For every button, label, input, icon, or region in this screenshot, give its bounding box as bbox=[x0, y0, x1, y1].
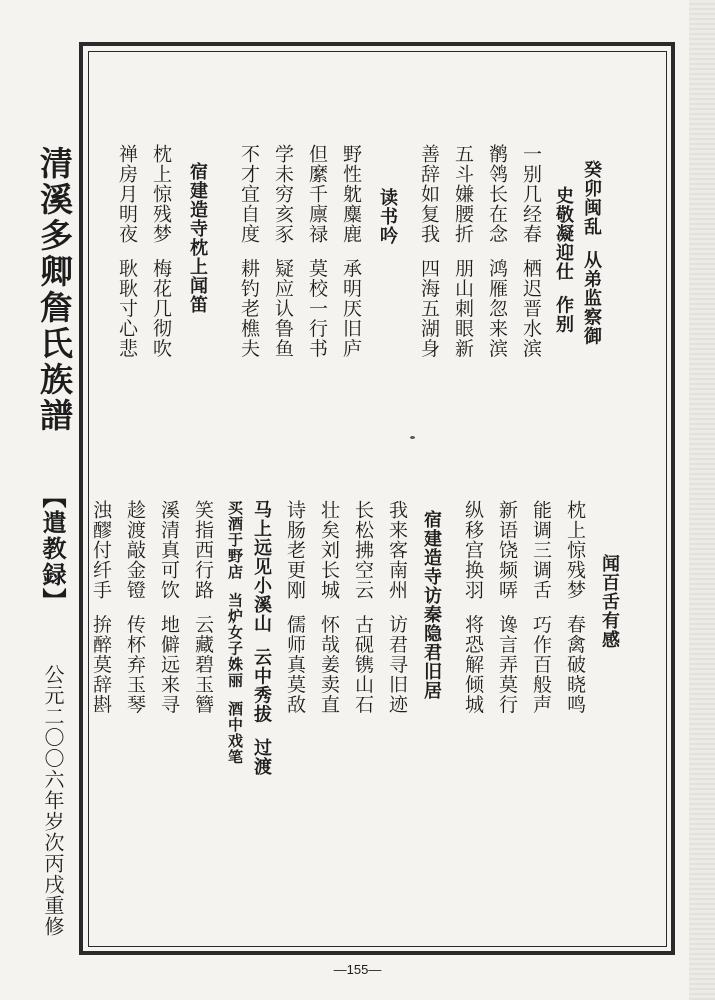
poem1-subtitle: 史敬凝迎仕 作别 bbox=[553, 186, 574, 334]
poem5-line-4: 诗肠老更刚 儒师真莫敌 bbox=[284, 500, 306, 715]
poem2-line-1: 野性躭麋鹿 承明厌旧庐 bbox=[340, 144, 362, 359]
scan-speck bbox=[410, 436, 415, 439]
page-edge-shadow bbox=[689, 0, 715, 1000]
poem6-line-4: 浊醪付纤手 拚醉莫辞斟 bbox=[90, 500, 112, 715]
poem1-title: 癸卯闽乱 从弟监察御 bbox=[581, 160, 602, 346]
poem6-subtitle: 买酒于野店 当炉女子姝丽 酒中戏笔 bbox=[226, 500, 244, 765]
poem4-line-1: 枕上惊残梦 春禽破晓鸣 bbox=[564, 500, 586, 715]
poem5-line-1: 我来客南州 访君寻旧迹 bbox=[386, 500, 408, 715]
poem6-title: 马上远见小溪山 云中秀拔 过渡 bbox=[251, 500, 272, 777]
book-title: 清溪多卿詹氏族譜 bbox=[35, 146, 74, 434]
poem3-line-2: 禅房月明夜 耿耿寸心悲 bbox=[116, 144, 138, 359]
poem6-line-3: 趁渡敲金镫 传杯弃玉琴 bbox=[124, 500, 146, 715]
page-number: —155— bbox=[333, 962, 382, 977]
poem4-line-2: 能调三调舌 巧作百般声 bbox=[530, 500, 552, 715]
poem2-line-3: 学未穷亥豕 疑应认鲁鱼 bbox=[272, 144, 294, 359]
section-label: 【遣教録】 bbox=[38, 484, 67, 614]
poem4-line-4: 纵移宫换羽 将恐解倾城 bbox=[462, 500, 484, 715]
poem6-line-2: 溪清真可饮 地僻远来寻 bbox=[158, 500, 180, 715]
poem6-line-1: 笑指西行路 云藏碧玉簪 bbox=[192, 500, 214, 715]
poem4-line-3: 新语饶频哢 谗言弄莫行 bbox=[496, 500, 518, 715]
poem1-line-3: 五斗嫌腰折 朋山刺眼新 bbox=[452, 144, 474, 359]
poem5-line-3: 壮矣刘长城 怀哉姜卖直 bbox=[318, 500, 340, 715]
poem4-title: 闻百舌有感 bbox=[599, 554, 620, 649]
poem5-line-2: 长松拂空云 古砚镌山石 bbox=[352, 500, 374, 715]
poem5-title: 宿建造寺访秦隐君旧居 bbox=[421, 510, 442, 700]
edition-date: 公元二〇〇六年岁次丙戌重修 bbox=[41, 664, 65, 937]
poem1-line-1: 一别几经春 栖迟晋水滨 bbox=[520, 144, 542, 359]
poem3-line-1: 枕上惊残梦 梅花几彻吹 bbox=[150, 144, 172, 359]
poem2-line-2: 但縻千廪禄 莫校一行书 bbox=[306, 144, 328, 359]
poem1-line-2: 鹡鸰长在念 鸿雁忽来滨 bbox=[486, 144, 508, 359]
poem2-title: 读书吟 bbox=[377, 188, 398, 245]
poem3-title: 宿建造寺枕上闻笛 bbox=[187, 162, 208, 314]
poem1-line-4: 善辞如复我 四海五湖身 bbox=[418, 144, 440, 359]
poem2-line-4: 不才宜自度 耕钓老樵夫 bbox=[238, 144, 260, 359]
